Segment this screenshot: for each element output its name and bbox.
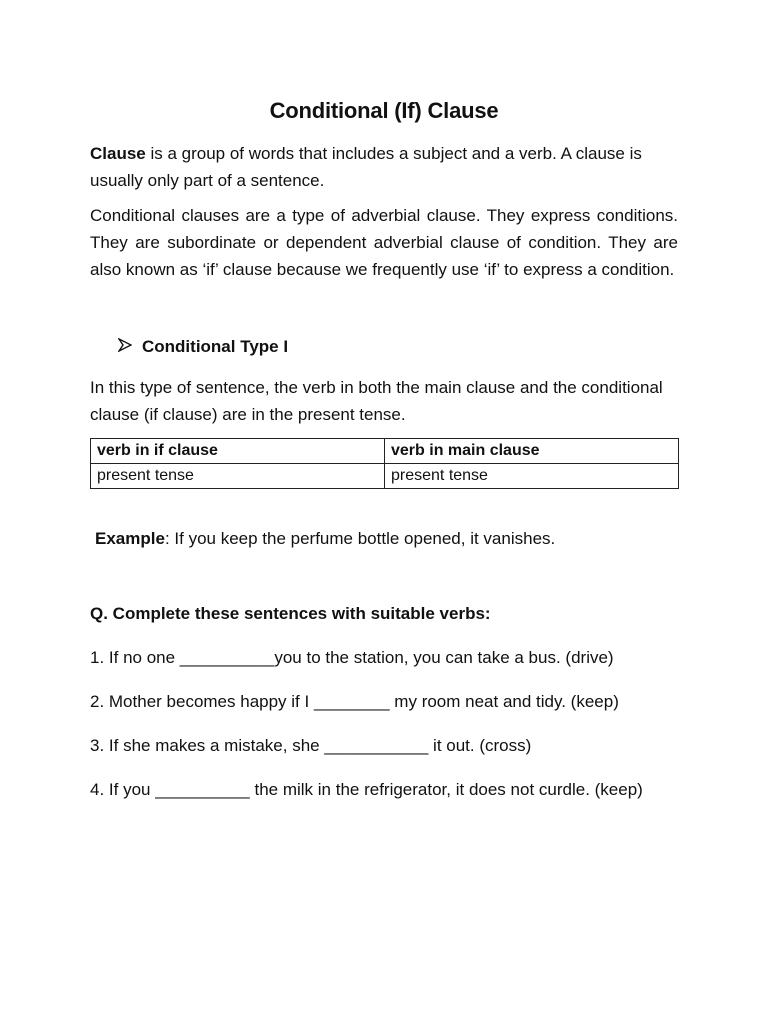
list-item: 2. Mother becomes happy if I ________ my room neat and tidy. (keep) (90, 692, 619, 711)
example-separator: : (164, 529, 170, 548)
definition-paragraph: Conditional clauses are a type of adverbial clause. They express conditions. They are subordinate or dependent adverbial clause of condition. They are also known as ‘if’ clause because we frequently use ‘if’ to express a condition. (90, 206, 678, 279)
tense-table (90, 438, 679, 489)
table-row (91, 464, 679, 489)
intro-text: is a group of words that includes a subject and a verb. A clause is usually only part of a sentence. (90, 144, 642, 190)
table-cell: present tense (91, 464, 385, 489)
intro-paragraph (90, 140, 678, 194)
table-header-cell: verb in if clause (91, 439, 385, 464)
arrowhead-bullet-icon (118, 333, 136, 360)
section-heading (90, 333, 678, 360)
section-heading-text: Conditional Type I (142, 337, 289, 356)
section-description: In this type of sentence, the verb in both the main clause and the conditional clause (if clause) are in the present tense. (90, 378, 663, 424)
intro-term: Clause (90, 144, 146, 163)
table-cell: present tense (385, 464, 679, 489)
table-header-row (91, 439, 679, 464)
example-label: Example (95, 529, 165, 548)
page-title: Conditional (If) Clause (269, 98, 499, 123)
question-title: Q. Complete these sentences with suitable verbs: (90, 604, 491, 623)
list-item: 1. If no one __________you to the station, you can take a bus. (drive) (90, 648, 614, 667)
example-text: If you keep the perfume bottle opened, it vanishes. (169, 529, 556, 548)
example-sentence (90, 525, 678, 552)
list-item: 4. If you __________ the milk in the refrigerator, it does not curdle. (keep) (90, 780, 643, 799)
list-item: 3. If she makes a mistake, she ___________ it out. (cross) (90, 736, 532, 755)
table-header-cell: verb in main clause (385, 439, 679, 464)
